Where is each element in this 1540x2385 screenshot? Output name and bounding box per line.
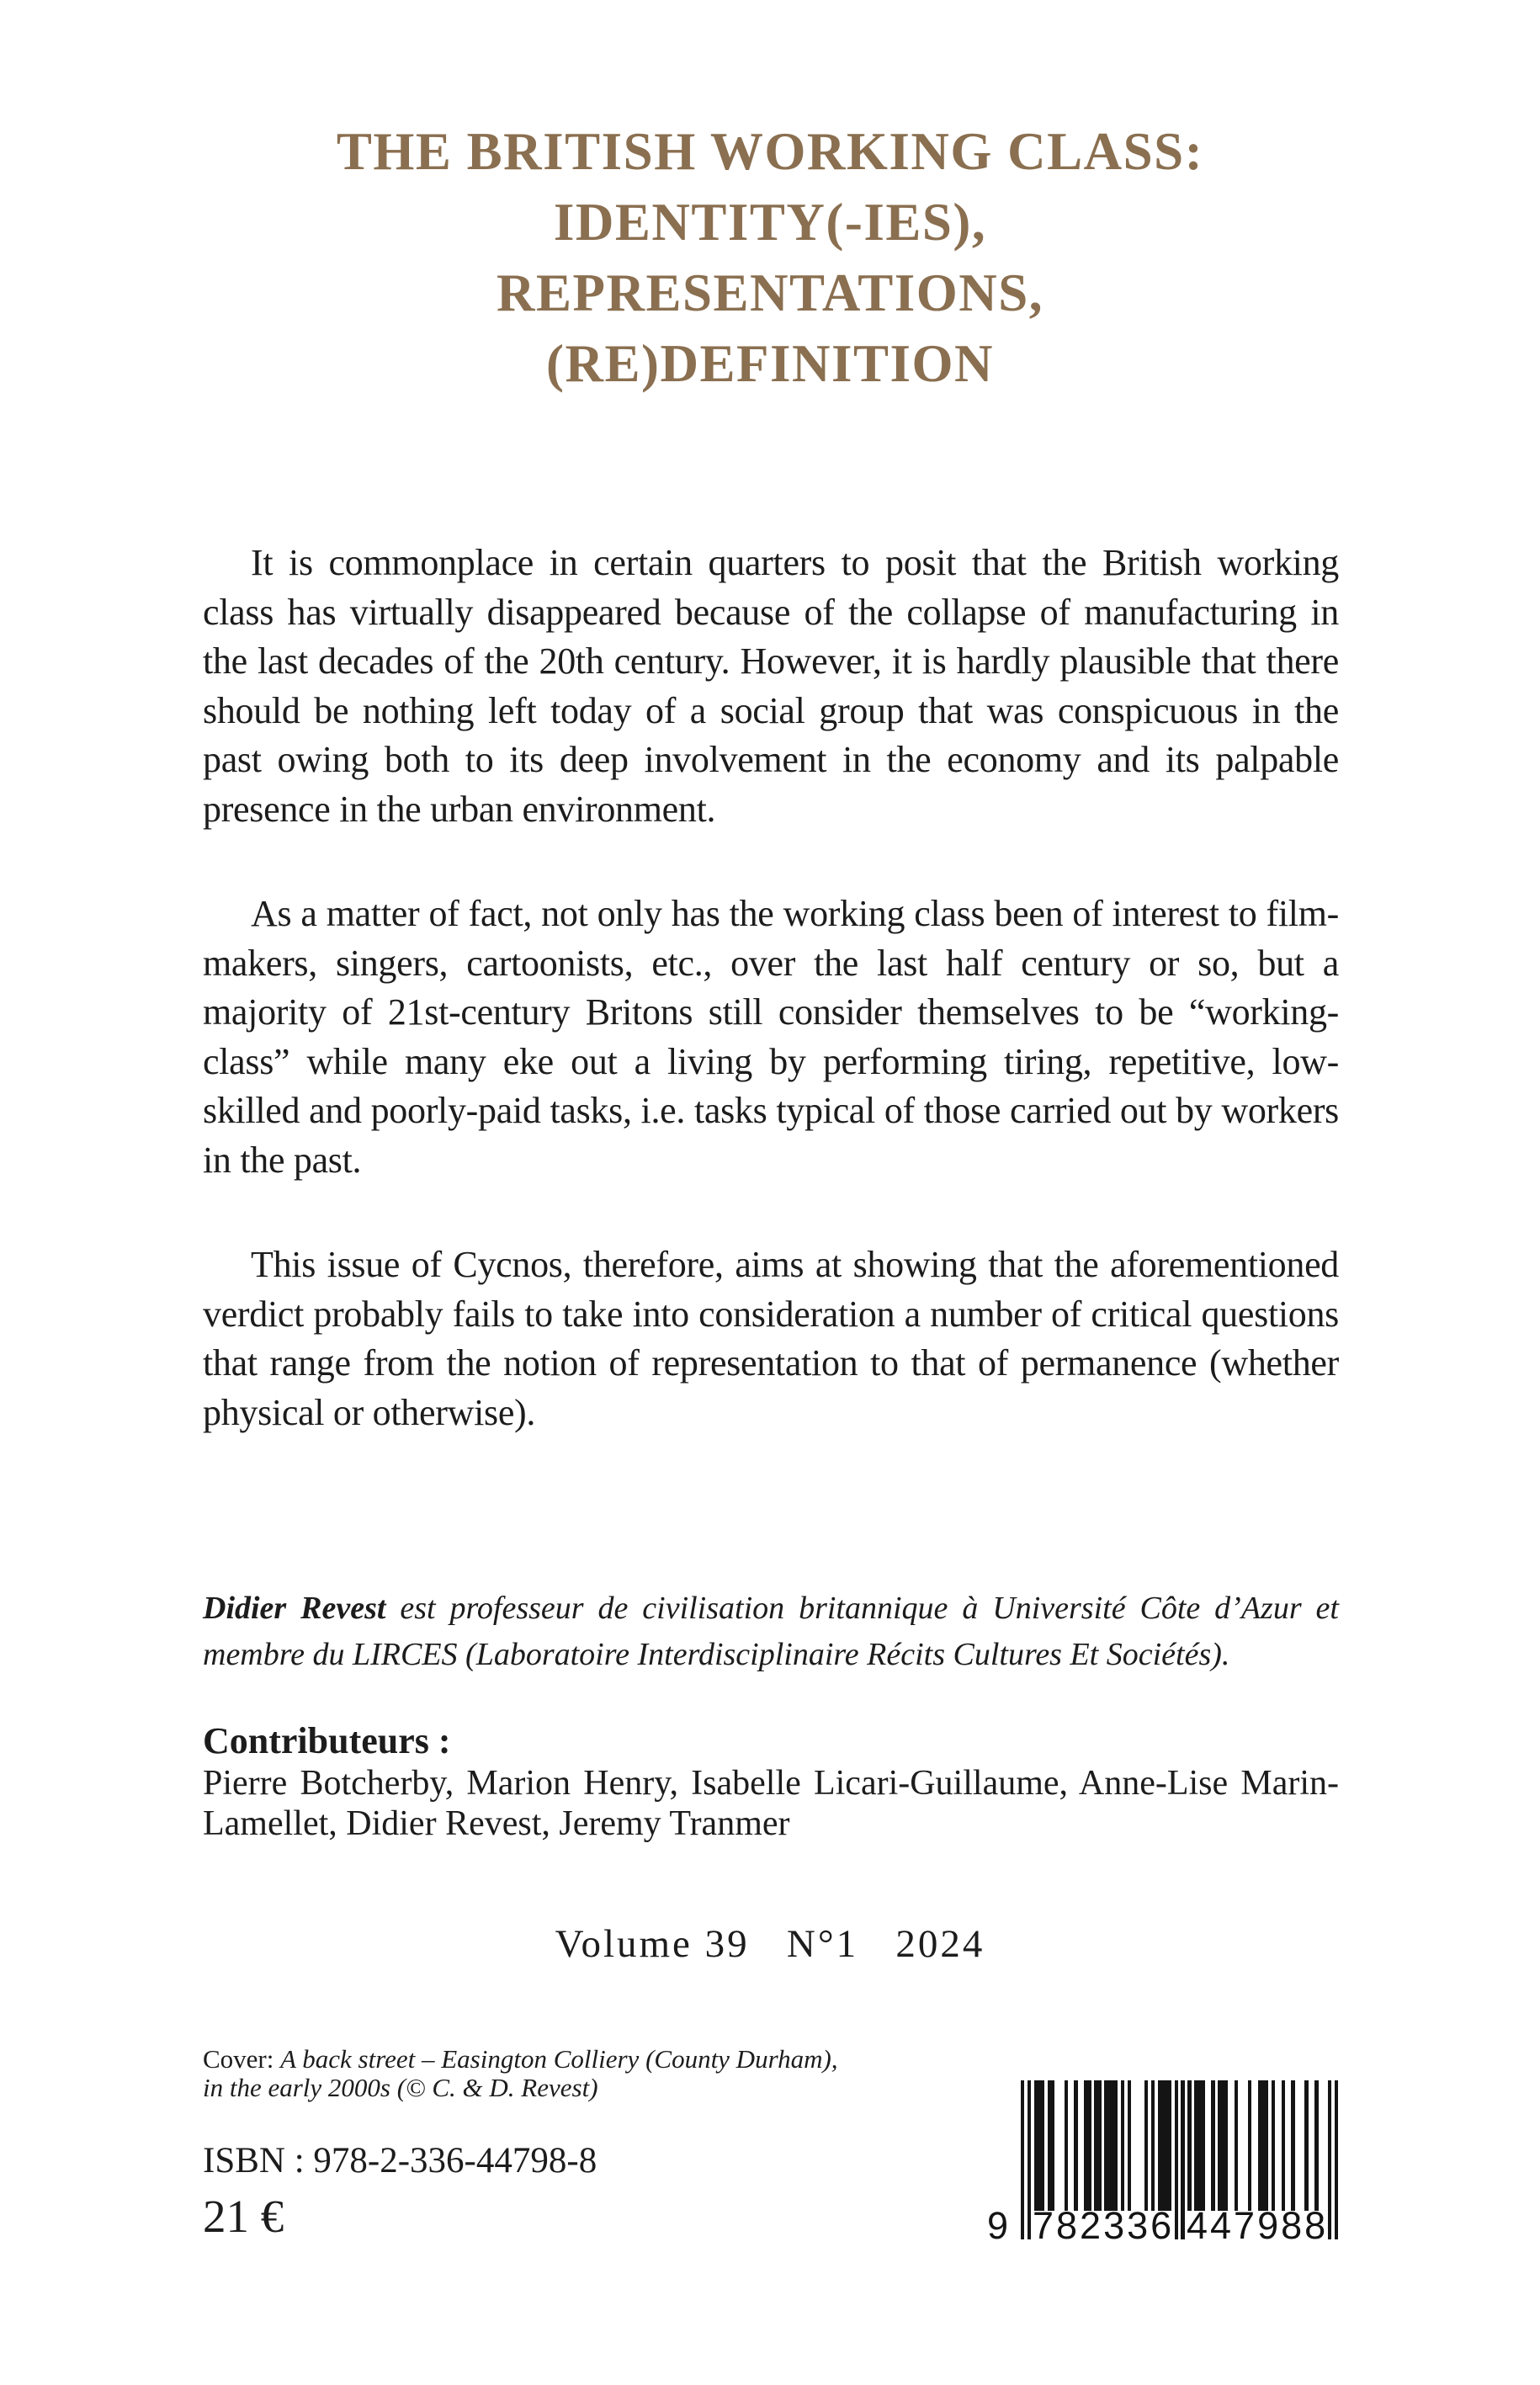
barcode-bar <box>1128 2080 1131 2211</box>
barcode-bar <box>1168 2080 1171 2211</box>
page-title <box>0 116 1540 399</box>
cover-caption-text-1: A back street – Easington Colliery (County Durham), <box>280 2044 838 2074</box>
editor-bio-text: est professeur de civilisation britannique à Université Côte d’Azur et membre du LIRCES (Laboratoire Interdisciplinaire Récits Cultures Et Sociétés). <box>203 1591 1339 1672</box>
barcode-bar <box>1335 2080 1338 2239</box>
barcode-bar <box>1201 2080 1204 2211</box>
contributors-names: Pierre Botcherby, Marion Henry, Isabelle Licari-Guillaume, Anne-Lise Marin-Lamellet, Didier Revest, Jeremy Tranmer <box>203 1764 1339 1843</box>
cover-caption-text-2: in the early 2000s (© C. & D. Revest) <box>203 2073 598 2102</box>
barcode-bar <box>1051 2080 1054 2211</box>
cover-photo-caption <box>203 2045 960 2102</box>
barcode-bar <box>1291 2080 1294 2211</box>
barcode-bar <box>1028 2080 1031 2239</box>
title-line-3: REPRESENTATIONS, <box>496 263 1044 322</box>
barcode-bar <box>1087 2080 1091 2211</box>
volume-issue-year: Volume 39 N°1 2024 <box>555 1922 985 1966</box>
editor-name: Didier Revest <box>203 1591 386 1626</box>
title-line-2: IDENTITY(-IES), <box>553 193 987 252</box>
barcode-bar <box>1211 2080 1214 2211</box>
cover-caption-line-1 <box>203 2045 960 2074</box>
contributors-section <box>203 1719 1339 1844</box>
ean13-first-digit: 9 <box>987 2204 1012 2247</box>
barcode-bar <box>1121 2080 1124 2211</box>
ean13-right-group: 447988 <box>1187 2204 1329 2247</box>
barcode-bar <box>1304 2080 1308 2211</box>
blurb-paragraph-2: As a matter of fact, not only has the working class been of interest to film-makers, singers, cartoonists, etc., over the last half century or so, but a majority of 21st-century Britons still consider themselves to be “working-class” while many eke out a living by performing tiring, repetitive, low-skilled and poorly-paid tasks, i.e. tasks typical of those carried out by workers in the past. <box>203 893 1339 1181</box>
ean13-barcode <box>987 2080 1338 2274</box>
cover-caption-label: Cover: <box>203 2044 274 2074</box>
barcode-bar <box>1065 2080 1068 2211</box>
contributors-label: Contributeurs : <box>203 1720 451 1761</box>
barcode-bar <box>1265 2080 1268 2211</box>
barcode-bar <box>1097 2080 1101 2211</box>
barcode-bar <box>1187 2080 1191 2211</box>
barcode-bar <box>1224 2080 1228 2211</box>
barcode-bar <box>1114 2080 1118 2211</box>
barcode-bar <box>1041 2080 1044 2211</box>
barcode-bar <box>1328 2080 1331 2239</box>
barcode-bar <box>1282 2080 1285 2211</box>
barcode-bar <box>1144 2080 1148 2211</box>
barcode-bar <box>1021 2080 1024 2239</box>
barcode-bar <box>1272 2080 1275 2211</box>
barcode-bar <box>1235 2080 1238 2211</box>
blurb-paragraph-1: It is commonplace in certain quarters to posit that the British working class has virtually disappeared because of the collapse of manufacturing in the last decades of the 20th century. However, it is hardly plausible that there should be nothing left today of a social group that was conspicuous in the past owing both to its deep involvement in the economy and its palpable presence in the urban environment. <box>203 542 1339 830</box>
blurb-paragraph-3: This issue of Cycnos, therefore, aims at showing that the aforementioned verdict probably fails to take into consideration a number of critical questions that range from the notion of representation to that of permanence (whether physical or otherwise). <box>203 1244 1339 1433</box>
ean13-left-group: 782336 <box>1033 2204 1175 2247</box>
barcode-bar <box>1314 2080 1318 2211</box>
price-tag: 21 € <box>203 2191 284 2242</box>
title-line-4: (RE)DEFINITION <box>545 334 995 393</box>
isbn-number: ISBN : 978-2-336-44798-8 <box>203 2141 597 2180</box>
barcode-bar <box>1248 2080 1251 2211</box>
barcode-bar <box>1151 2080 1155 2211</box>
blurb-text <box>203 539 1339 1437</box>
editor-bio <box>203 1586 1339 1678</box>
barcode-bar <box>1175 2080 1178 2239</box>
title-line-1: THE BRITISH WORKING CLASS: <box>336 122 1204 181</box>
barcode-bar <box>1181 2080 1184 2239</box>
barcode-bar <box>1074 2080 1077 2211</box>
